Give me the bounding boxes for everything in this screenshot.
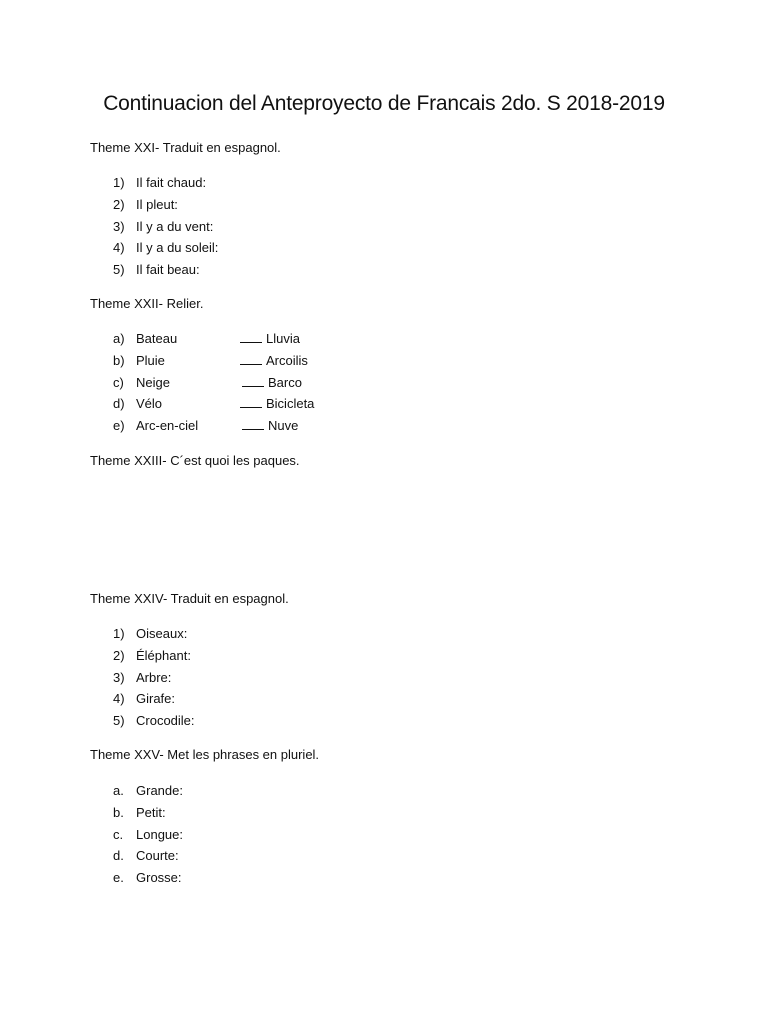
item-marker: 1) — [113, 626, 125, 641]
item-marker: a) — [113, 331, 125, 346]
item-text: Petit: — [136, 804, 166, 820]
match-text: Arcoilis — [266, 352, 308, 368]
item-text: Vélo — [136, 396, 163, 412]
item-marker: 2) — [113, 196, 125, 212]
theme-25-heading: Theme XXV- Met les phrases en pluriel. — [90, 747, 320, 762]
answer-blank — [242, 376, 264, 387]
item-marker: d) — [113, 396, 125, 412]
answer-blank — [240, 332, 262, 343]
item-text: Arc-en-ciel — [136, 418, 199, 434]
match-text: Barco — [268, 374, 302, 390]
item-marker: b. — [113, 804, 124, 820]
answer-blank — [242, 419, 264, 430]
item-text: Pluie — [136, 352, 165, 368]
theme-21-heading: Theme XXI- Traduit en espagnol. — [90, 140, 281, 155]
item-marker: 3) — [113, 218, 125, 234]
answer-blank — [240, 354, 262, 365]
item-text: Courte: — [136, 848, 179, 864]
item-marker: c. — [113, 826, 124, 842]
item-marker: 3) — [113, 669, 125, 685]
item-marker: 1) — [113, 175, 125, 190]
item-marker: 5) — [113, 262, 125, 278]
match-text: Lluvia — [266, 331, 300, 346]
item-text: Il fait chaud: — [136, 175, 207, 190]
item-marker: 4) — [113, 691, 125, 707]
item-text: Bateau — [136, 331, 178, 346]
item-text: Il y a du soleil: — [136, 240, 219, 256]
theme-22-heading: Theme XXII- Relier. — [90, 296, 204, 311]
match-answer — [242, 418, 298, 433]
item-text: Neige — [136, 374, 170, 390]
match-answer — [240, 396, 314, 411]
match-answer — [242, 375, 302, 390]
match-text: Nuve — [268, 418, 299, 434]
item-marker: a. — [113, 783, 124, 798]
page-title: Continuacion del Anteproyecto de Francais 2do. S 2018-2019 — [103, 92, 665, 115]
item-marker: d. — [113, 848, 124, 864]
item-text: Éléphant: — [136, 647, 191, 663]
match-answer — [240, 331, 300, 346]
theme-23-heading: Theme XXIII- C´est quoi les paques. — [90, 453, 300, 468]
item-marker: 2) — [113, 647, 125, 663]
item-text: Arbre: — [136, 669, 172, 685]
item-marker: e) — [113, 418, 125, 434]
item-marker: 4) — [113, 240, 125, 256]
match-text: Bicicleta — [266, 396, 315, 412]
item-marker: e. — [113, 870, 124, 886]
item-text: Grande: — [136, 783, 183, 798]
match-answer — [240, 353, 308, 368]
item-text: Grosse: — [136, 870, 182, 886]
item-marker: c) — [113, 374, 124, 390]
item-text: Il y a du vent: — [136, 218, 214, 234]
answer-blank — [240, 397, 262, 408]
item-text: Girafe: — [136, 691, 176, 707]
item-text: Il fait beau: — [136, 262, 200, 278]
item-text: Crocodile: — [136, 713, 195, 729]
item-marker: 5) — [113, 713, 125, 729]
item-text: Longue: — [136, 826, 183, 842]
item-marker: b) — [113, 352, 125, 368]
item-text: Il pleut: — [136, 196, 178, 212]
item-text: Oiseaux: — [136, 626, 188, 641]
theme-24-heading: Theme XXIV- Traduit en espagnol. — [90, 591, 289, 606]
